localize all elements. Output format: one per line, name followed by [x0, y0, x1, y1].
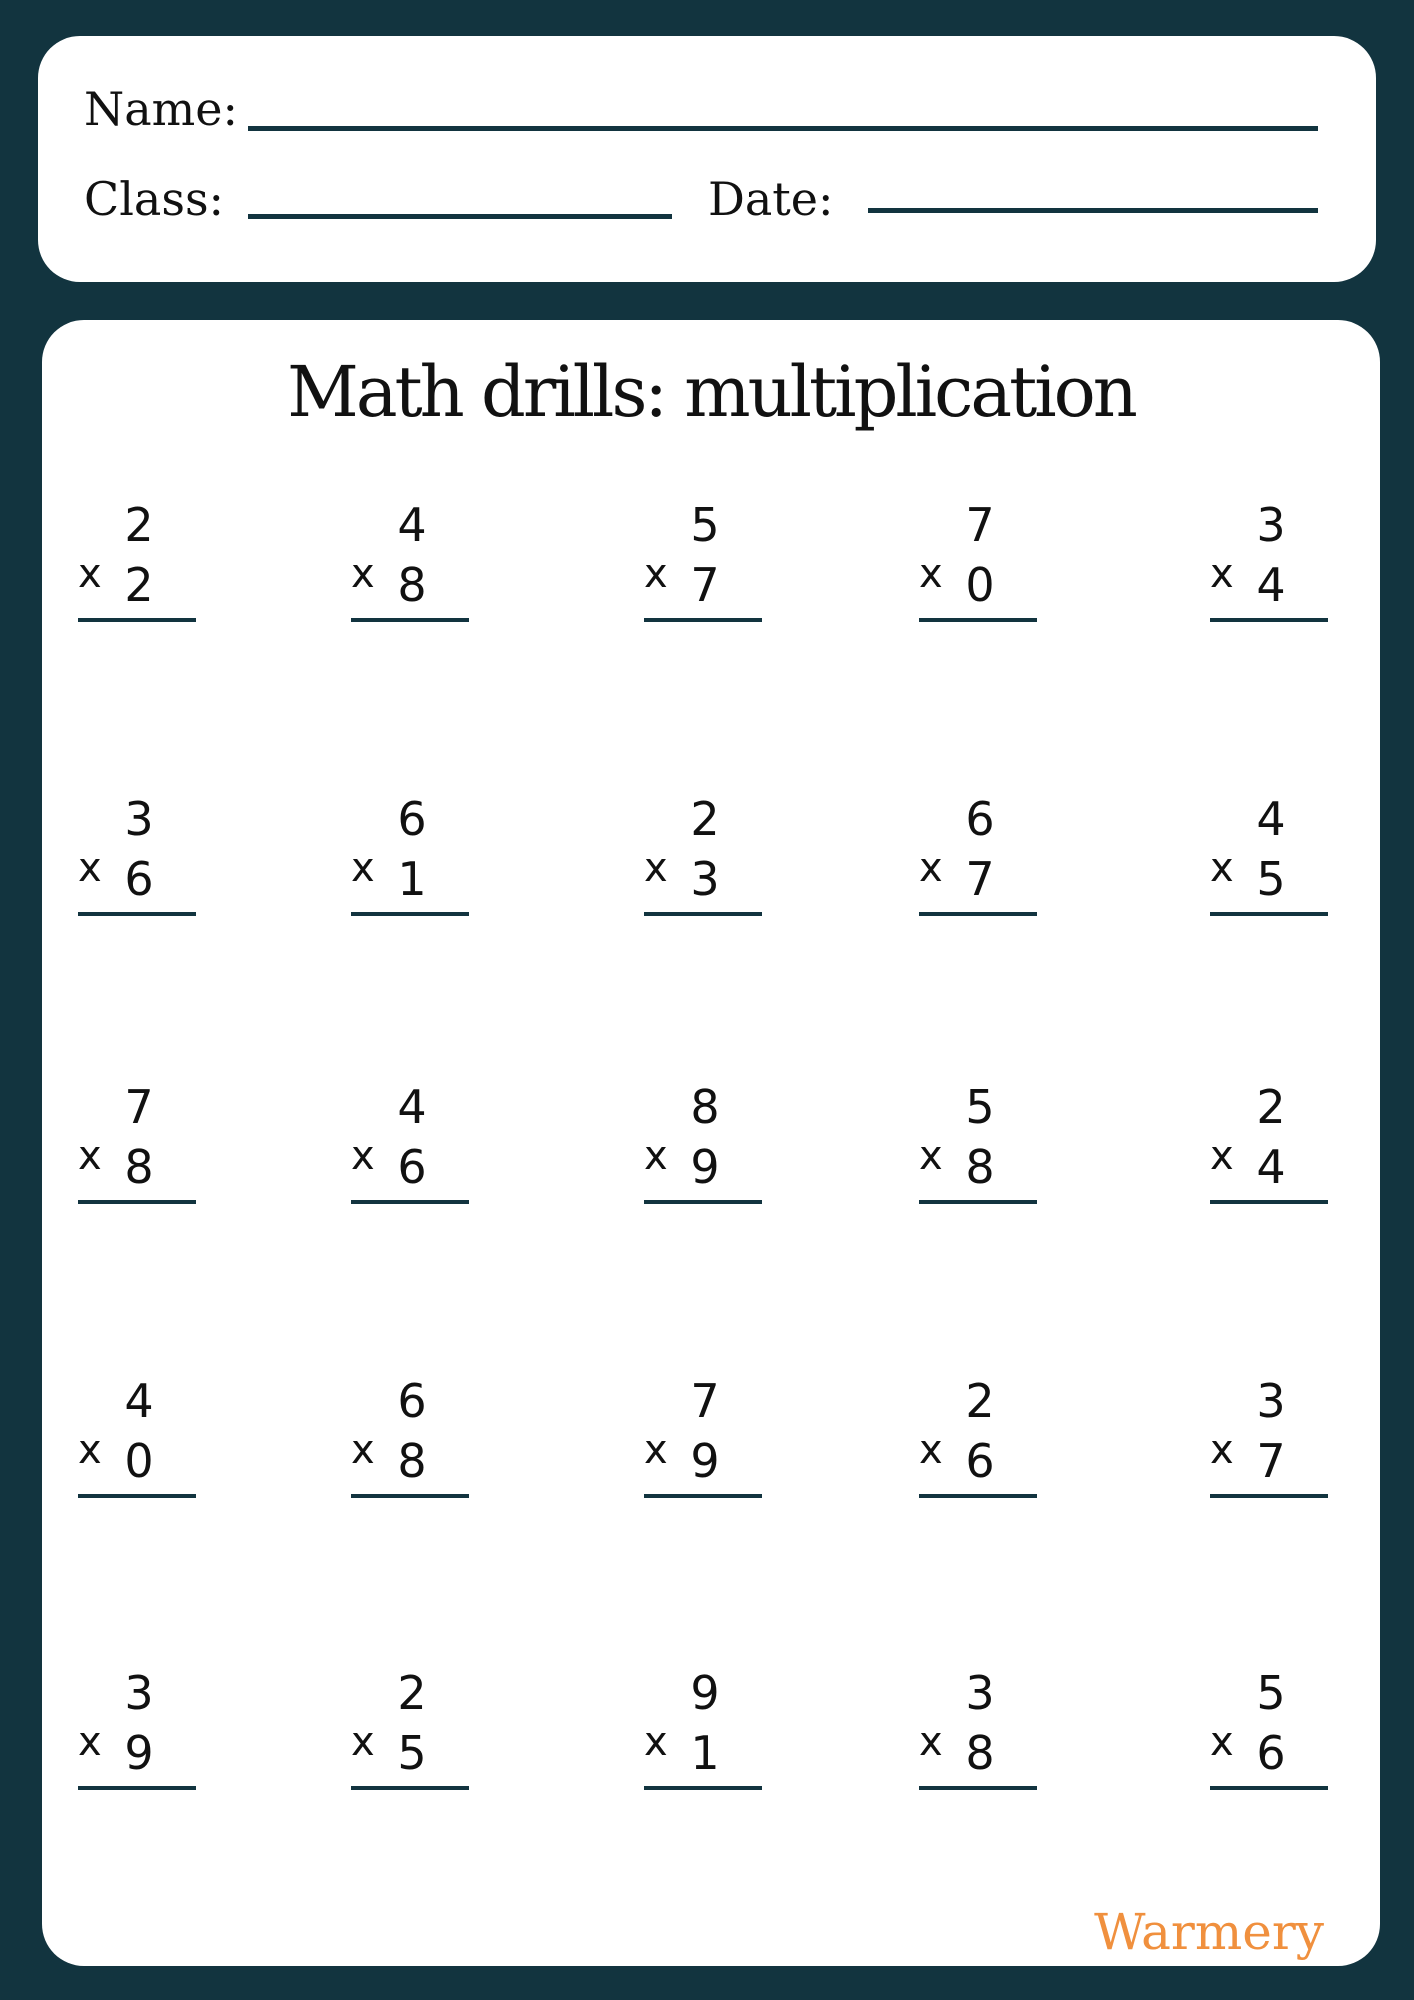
multiplier: 9 [124, 1726, 154, 1780]
answer-line[interactable] [351, 1200, 469, 1204]
answer-line[interactable] [351, 912, 469, 916]
multiply-sign: x [644, 1133, 668, 1179]
problem-9 [919, 792, 1049, 926]
problem-3 [644, 498, 774, 632]
multiplicand: 2 [397, 1666, 427, 1720]
problem-16 [78, 1374, 208, 1508]
answer-line[interactable] [919, 1786, 1037, 1790]
answer-line[interactable] [1210, 1786, 1328, 1790]
multiplier: 4 [1256, 1140, 1286, 1194]
multiplier: 1 [397, 852, 427, 906]
multiplier: 9 [690, 1434, 720, 1488]
multiply-sign: x [78, 1133, 102, 1179]
multiply-sign: x [919, 1133, 943, 1179]
multiply-sign: x [1210, 551, 1234, 597]
multiplicand: 7 [965, 498, 995, 552]
multiply-sign: x [1210, 845, 1234, 891]
multiplicand: 4 [1256, 792, 1286, 846]
problem-19 [919, 1374, 1049, 1508]
multiplicand: 3 [1256, 498, 1286, 552]
problem-4 [919, 498, 1049, 632]
multiplicand: 2 [1256, 1080, 1286, 1134]
multiplier: 7 [690, 558, 720, 612]
answer-line[interactable] [644, 618, 762, 622]
answer-line[interactable] [644, 1494, 762, 1498]
multiplicand: 3 [1256, 1374, 1286, 1428]
multiplicand: 4 [397, 1080, 427, 1134]
multiplicand: 4 [397, 498, 427, 552]
multiply-sign: x [919, 1719, 943, 1765]
multiply-sign: x [1210, 1427, 1234, 1473]
answer-line[interactable] [644, 1786, 762, 1790]
answer-line[interactable] [644, 1200, 762, 1204]
date-field[interactable] [868, 208, 1318, 213]
answer-line[interactable] [1210, 912, 1328, 916]
multiply-sign: x [78, 1719, 102, 1765]
multiply-sign: x [644, 551, 668, 597]
multiplicand: 2 [965, 1374, 995, 1428]
problem-18 [644, 1374, 774, 1508]
problem-17 [351, 1374, 481, 1508]
multiply-sign: x [919, 845, 943, 891]
multiply-sign: x [78, 845, 102, 891]
multiply-sign: x [351, 845, 375, 891]
problem-5 [1210, 498, 1340, 632]
multiply-sign: x [351, 1133, 375, 1179]
problem-25 [1210, 1666, 1340, 1800]
answer-line[interactable] [919, 618, 1037, 622]
multiplicand: 6 [397, 792, 427, 846]
multiply-sign: x [78, 1427, 102, 1473]
problem-22 [351, 1666, 481, 1800]
multiplier: 8 [397, 558, 427, 612]
multiplier: 6 [397, 1140, 427, 1194]
multiply-sign: x [644, 1427, 668, 1473]
name-field[interactable] [248, 126, 1318, 131]
answer-line[interactable] [919, 1200, 1037, 1204]
multiplier: 8 [965, 1726, 995, 1780]
multiply-sign: x [351, 551, 375, 597]
multiplier: 0 [965, 558, 995, 612]
multiply-sign: x [644, 1719, 668, 1765]
problem-20 [1210, 1374, 1340, 1508]
multiplicand: 3 [965, 1666, 995, 1720]
multiplicand: 3 [124, 792, 154, 846]
answer-line[interactable] [644, 912, 762, 916]
answer-line[interactable] [78, 1200, 196, 1204]
problem-6 [78, 792, 208, 926]
multiplier: 3 [690, 852, 720, 906]
answer-line[interactable] [919, 1494, 1037, 1498]
problem-15 [1210, 1080, 1340, 1214]
multiplier: 6 [965, 1434, 995, 1488]
problem-11 [78, 1080, 208, 1214]
multiplier: 5 [1256, 852, 1286, 906]
problem-1 [78, 498, 208, 632]
problem-2 [351, 498, 481, 632]
multiplicand: 7 [124, 1080, 154, 1134]
problem-14 [919, 1080, 1049, 1214]
multiply-sign: x [351, 1719, 375, 1765]
brand-logo: Warmery [1094, 1903, 1324, 1961]
multiplier: 7 [965, 852, 995, 906]
multiplier: 0 [124, 1434, 154, 1488]
multiplicand: 5 [965, 1080, 995, 1134]
multiplicand: 4 [124, 1374, 154, 1428]
answer-line[interactable] [1210, 1494, 1328, 1498]
problem-12 [351, 1080, 481, 1214]
multiplicand: 5 [690, 498, 720, 552]
multiplier: 6 [1256, 1726, 1286, 1780]
multiplicand: 7 [690, 1374, 720, 1428]
multiplicand: 9 [690, 1666, 720, 1720]
multiplier: 4 [1256, 558, 1286, 612]
multiplier: 8 [124, 1140, 154, 1194]
problem-10 [1210, 792, 1340, 926]
multiplier: 7 [1256, 1434, 1286, 1488]
multiply-sign: x [351, 1427, 375, 1473]
answer-line[interactable] [351, 1786, 469, 1790]
problem-8 [644, 792, 774, 926]
answer-line[interactable] [351, 1494, 469, 1498]
multiply-sign: x [919, 1427, 943, 1473]
multiplier: 2 [124, 558, 154, 612]
multiplier: 8 [965, 1140, 995, 1194]
date-label: Date: [708, 172, 834, 226]
answer-line[interactable] [1210, 618, 1328, 622]
multiplicand: 2 [690, 792, 720, 846]
multiply-sign: x [919, 551, 943, 597]
multiply-sign: x [1210, 1719, 1234, 1765]
multiplicand: 2 [124, 498, 154, 552]
multiply-sign: x [1210, 1133, 1234, 1179]
problem-24 [919, 1666, 1049, 1800]
multiply-sign: x [644, 845, 668, 891]
answer-line[interactable] [78, 1494, 196, 1498]
multiplicand: 6 [397, 1374, 427, 1428]
multiplicand: 3 [124, 1666, 154, 1720]
class-label: Class: [84, 172, 225, 226]
class-field[interactable] [248, 214, 672, 219]
multiplier: 1 [690, 1726, 720, 1780]
problem-21 [78, 1666, 208, 1800]
multiply-sign: x [78, 551, 102, 597]
answer-line[interactable] [919, 912, 1037, 916]
worksheet-card [42, 320, 1380, 1966]
answer-line[interactable] [78, 912, 196, 916]
multiplier: 6 [124, 852, 154, 906]
answer-line[interactable] [351, 618, 469, 622]
answer-line[interactable] [78, 1786, 196, 1790]
multiplicand: 5 [1256, 1666, 1286, 1720]
name-label: Name: [84, 82, 239, 136]
multiplier: 9 [690, 1140, 720, 1194]
multiplier: 8 [397, 1434, 427, 1488]
problem-23 [644, 1666, 774, 1800]
multiplicand: 8 [690, 1080, 720, 1134]
answer-line[interactable] [1210, 1200, 1328, 1204]
answer-line[interactable] [78, 618, 196, 622]
student-info-card [38, 36, 1376, 282]
problem-13 [644, 1080, 774, 1214]
multiplicand: 6 [965, 792, 995, 846]
worksheet-title: Math drills: multiplication [287, 351, 1135, 433]
problem-7 [351, 792, 481, 926]
multiplier: 5 [397, 1726, 427, 1780]
